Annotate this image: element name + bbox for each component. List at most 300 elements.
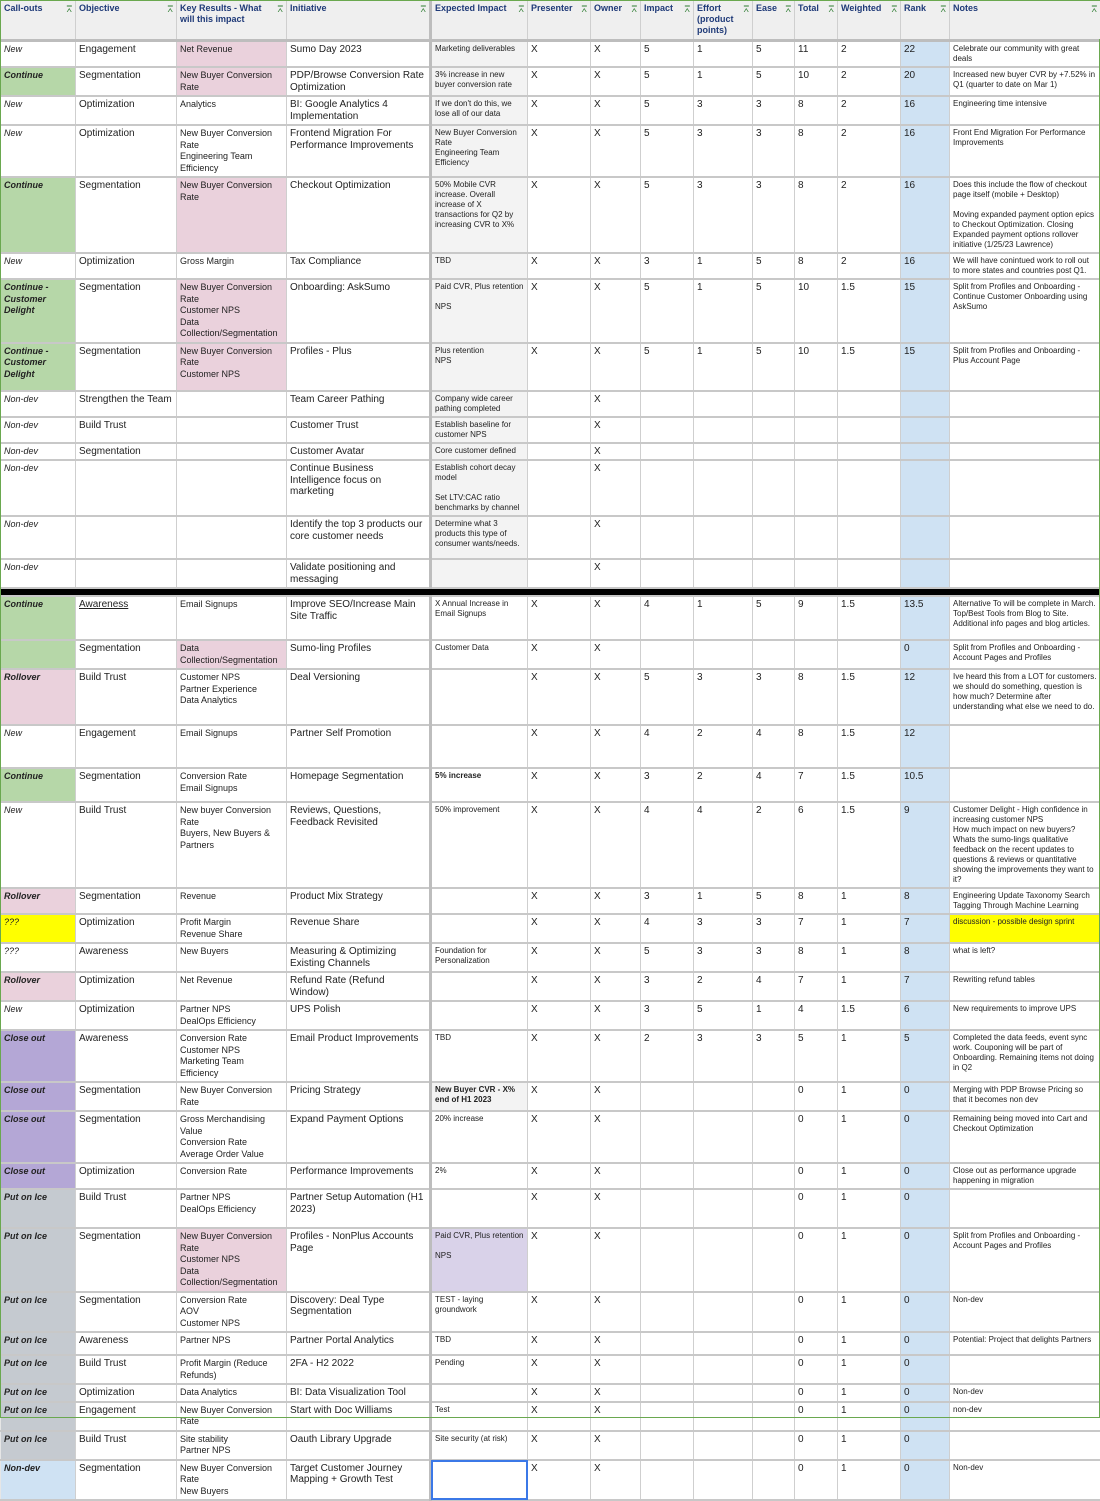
cell-ease[interactable]: 5 — [753, 596, 795, 640]
cell-objective[interactable]: Optimization — [76, 1001, 177, 1030]
cell-impact[interactable]: 4 — [641, 596, 694, 640]
cell-effort[interactable]: 3 — [694, 943, 753, 972]
cell-objective[interactable] — [76, 516, 177, 559]
cell-rank[interactable]: 7 — [901, 972, 950, 1001]
cell-weighted[interactable]: 1.5 — [838, 725, 901, 768]
cell-effort[interactable]: 3 — [694, 96, 753, 125]
cell-expected-impact[interactable]: 3% increase in new buyer conversion rate — [431, 67, 528, 96]
column-header-notes[interactable] — [950, 1, 1100, 41]
cell-presenter[interactable]: X — [528, 1001, 591, 1030]
column-header-objective[interactable] — [76, 1, 177, 41]
cell-notes[interactable]: Completed the data feeds, event sync work. Couponing will be part of Onboarding. Remaining items not doing in Q2 — [950, 1030, 1100, 1082]
cell-presenter[interactable] — [528, 443, 591, 461]
cell-initiative[interactable]: Email Product Improvements — [287, 1030, 431, 1082]
cell-notes[interactable]: Celebrate our community with great deals — [950, 41, 1100, 68]
cell-key-results[interactable]: New buyer Conversion Rate Buyers, New Buyers & Partners — [177, 802, 287, 888]
cell-total[interactable]: 10 — [795, 279, 838, 343]
cell-ease[interactable] — [753, 640, 795, 669]
cell-notes[interactable]: Split from Profiles and Onboarding - Account Pages and Profiles — [950, 1228, 1100, 1292]
cell-owner[interactable]: X — [591, 41, 641, 68]
cell-total[interactable]: 0 — [795, 1111, 838, 1163]
cell-total[interactable]: 0 — [795, 1163, 838, 1189]
cell-initiative[interactable]: Validate positioning and messaging — [287, 559, 431, 588]
cell-rank[interactable]: 0 — [901, 1402, 950, 1431]
cell-rank[interactable]: 13.5 — [901, 596, 950, 640]
cell-objective[interactable]: Optimization — [76, 96, 177, 125]
cell-owner[interactable]: X — [591, 67, 641, 96]
cell-weighted[interactable] — [838, 559, 901, 588]
cell-objective[interactable]: Optimization — [76, 1384, 177, 1402]
cell-expected-impact[interactable]: Paid CVR, Plus retention NPS — [431, 279, 528, 343]
cell-rank[interactable]: 10.5 — [901, 768, 950, 802]
cell-objective[interactable]: Engagement — [76, 41, 177, 68]
cell-expected-impact[interactable] — [431, 559, 528, 588]
cell-expected-impact[interactable] — [431, 725, 528, 768]
cell-key-results[interactable]: Gross Merchandising Value Conversion Rate Average Order Value — [177, 1111, 287, 1163]
cell-rank[interactable]: 15 — [901, 279, 950, 343]
cell-expected-impact[interactable] — [431, 1460, 528, 1501]
cell-presenter[interactable]: X — [528, 640, 591, 669]
cell-ease[interactable]: 5 — [753, 253, 795, 279]
cell-total[interactable] — [795, 640, 838, 669]
cell-total[interactable]: 7 — [795, 768, 838, 802]
cell-weighted[interactable]: 2 — [838, 96, 901, 125]
cell-key-results[interactable]: Email Signups — [177, 596, 287, 640]
cell-expected-impact[interactable]: Paid CVR, Plus retention NPS — [431, 1228, 528, 1292]
cell-notes[interactable]: Rewriting refund tables — [950, 972, 1100, 1001]
cell-presenter[interactable]: X — [528, 888, 591, 914]
cell-rank[interactable]: 0 — [901, 1292, 950, 1333]
cell-presenter[interactable]: X — [528, 67, 591, 96]
cell-ease[interactable] — [753, 1111, 795, 1163]
cell-impact[interactable]: 5 — [641, 96, 694, 125]
cell-expected-impact[interactable] — [431, 914, 528, 943]
cell-initiative[interactable]: Discovery: Deal Type Segmentation — [287, 1292, 431, 1333]
cell-total[interactable] — [795, 559, 838, 588]
cell-initiative[interactable]: Team Career Pathing — [287, 391, 431, 417]
cell-total[interactable] — [795, 516, 838, 559]
cell-effort[interactable] — [694, 1355, 753, 1384]
cell-weighted[interactable]: 1 — [838, 1189, 901, 1228]
cell-ease[interactable]: 4 — [753, 768, 795, 802]
cell-impact[interactable] — [641, 443, 694, 461]
cell-presenter[interactable] — [528, 559, 591, 588]
cell-effort[interactable] — [694, 1082, 753, 1111]
cell-impact[interactable] — [641, 391, 694, 417]
cell-objective[interactable]: Engagement — [76, 725, 177, 768]
cell-impact[interactable]: 4 — [641, 802, 694, 888]
cell-presenter[interactable]: X — [528, 943, 591, 972]
cell-initiative[interactable]: Customer Avatar — [287, 443, 431, 461]
cell-objective[interactable]: Awareness — [76, 1332, 177, 1355]
filter-icon[interactable]: ⩞ — [519, 4, 524, 15]
cell-ease[interactable] — [753, 516, 795, 559]
cell-total[interactable] — [795, 460, 838, 516]
cell-callouts[interactable]: New — [1, 253, 76, 279]
filter-icon[interactable]: ⩞ — [168, 4, 173, 15]
cell-effort[interactable] — [694, 516, 753, 559]
cell-callouts[interactable]: Put on Ice — [1, 1355, 76, 1384]
cell-rank[interactable]: 0 — [901, 1228, 950, 1292]
cell-ease[interactable] — [753, 1163, 795, 1189]
cell-weighted[interactable]: 2 — [838, 41, 901, 68]
cell-key-results[interactable]: New Buyer Conversion Rate Customer NPS — [177, 343, 287, 391]
cell-callouts[interactable]: Non-dev — [1, 1460, 76, 1501]
cell-notes[interactable]: New requirements to improve UPS — [950, 1001, 1100, 1030]
cell-impact[interactable] — [641, 1111, 694, 1163]
column-header-rank[interactable] — [901, 1, 950, 41]
cell-objective[interactable]: Optimization — [76, 125, 177, 177]
cell-impact[interactable] — [641, 1189, 694, 1228]
cell-owner[interactable]: X — [591, 1189, 641, 1228]
cell-expected-impact[interactable]: Marketing deliverables — [431, 41, 528, 68]
cell-ease[interactable] — [753, 443, 795, 461]
cell-notes[interactable]: Merging with PDP Browse Pricing so that it becomes non dev — [950, 1082, 1100, 1111]
cell-callouts[interactable]: New — [1, 125, 76, 177]
cell-objective[interactable]: Segmentation — [76, 67, 177, 96]
cell-weighted[interactable] — [838, 443, 901, 461]
cell-owner[interactable]: X — [591, 125, 641, 177]
cell-notes[interactable] — [950, 460, 1100, 516]
cell-key-results[interactable]: Partner NPS DealOps Efficiency — [177, 1189, 287, 1228]
cell-total[interactable] — [795, 417, 838, 443]
cell-impact[interactable]: 3 — [641, 253, 694, 279]
cell-owner[interactable]: X — [591, 417, 641, 443]
cell-key-results[interactable]: Data Collection/Segmentation — [177, 640, 287, 669]
cell-total[interactable]: 0 — [795, 1332, 838, 1355]
column-header-impact[interactable] — [641, 1, 694, 41]
cell-total[interactable]: 7 — [795, 914, 838, 943]
cell-impact[interactable] — [641, 1355, 694, 1384]
cell-effort[interactable]: 3 — [694, 125, 753, 177]
cell-effort[interactable]: 1 — [694, 279, 753, 343]
cell-notes[interactable]: Engineering Update Taxonomy Search Tagging Through Machine Learning — [950, 888, 1100, 914]
filter-icon[interactable]: ⩞ — [744, 4, 749, 15]
cell-key-results[interactable] — [177, 443, 287, 461]
cell-total[interactable]: 10 — [795, 343, 838, 391]
cell-key-results[interactable]: Net Revenue — [177, 972, 287, 1001]
cell-weighted[interactable]: 1 — [838, 1431, 901, 1460]
cell-initiative[interactable]: Profiles - Plus — [287, 343, 431, 391]
cell-initiative[interactable]: Onboarding: AskSumo — [287, 279, 431, 343]
cell-total[interactable]: 8 — [795, 943, 838, 972]
cell-rank[interactable]: 0 — [901, 1460, 950, 1501]
cell-impact[interactable] — [641, 1431, 694, 1460]
cell-owner[interactable]: X — [591, 1332, 641, 1355]
cell-key-results[interactable] — [177, 460, 287, 516]
cell-notes[interactable]: Split from Profiles and Onboarding - Plus Account Page — [950, 343, 1100, 391]
cell-initiative[interactable]: Revenue Share — [287, 914, 431, 943]
cell-objective[interactable]: Segmentation — [76, 279, 177, 343]
cell-expected-impact[interactable]: X Annual Increase in Email Signups — [431, 596, 528, 640]
cell-impact[interactable]: 4 — [641, 725, 694, 768]
cell-notes[interactable]: Split from Profiles and Onboarding - Continue Customer Onboarding using AskSumo — [950, 279, 1100, 343]
cell-total[interactable]: 8 — [795, 125, 838, 177]
cell-effort[interactable]: 5 — [694, 1001, 753, 1030]
cell-impact[interactable] — [641, 1082, 694, 1111]
cell-impact[interactable] — [641, 1402, 694, 1431]
cell-presenter[interactable]: X — [528, 802, 591, 888]
cell-rank[interactable]: 0 — [901, 1163, 950, 1189]
cell-presenter[interactable]: X — [528, 1292, 591, 1333]
cell-initiative[interactable]: Profiles - NonPlus Accounts Page — [287, 1228, 431, 1292]
cell-ease[interactable] — [753, 1082, 795, 1111]
cell-callouts[interactable]: Continue - Customer Delight — [1, 279, 76, 343]
cell-total[interactable]: 8 — [795, 888, 838, 914]
cell-owner[interactable]: X — [591, 343, 641, 391]
cell-presenter[interactable]: X — [528, 1332, 591, 1355]
cell-weighted[interactable]: 1 — [838, 972, 901, 1001]
cell-ease[interactable] — [753, 391, 795, 417]
cell-objective[interactable]: Engagement — [76, 1402, 177, 1431]
cell-ease[interactable]: 2 — [753, 802, 795, 888]
cell-key-results[interactable]: Analytics — [177, 96, 287, 125]
cell-rank[interactable]: 16 — [901, 125, 950, 177]
column-header-weighted[interactable] — [838, 1, 901, 41]
cell-initiative[interactable]: Partner Setup Automation (H1 2023) — [287, 1189, 431, 1228]
cell-weighted[interactable]: 1.5 — [838, 343, 901, 391]
cell-expected-impact[interactable]: TBD — [431, 1332, 528, 1355]
cell-impact[interactable] — [641, 1460, 694, 1501]
cell-expected-impact[interactable]: New Buyer Conversion Rate Engineering Team Efficiency — [431, 125, 528, 177]
cell-presenter[interactable] — [528, 417, 591, 443]
cell-owner[interactable]: X — [591, 559, 641, 588]
cell-impact[interactable] — [641, 417, 694, 443]
cell-notes[interactable]: Does this include the flow of checkout page itself (mobile + Desktop) Moving expanded payment option epics to Checkout Optimization. Closing Expanded payment options rollover initiative (1/25/23 Lawrence) — [950, 177, 1100, 253]
cell-total[interactable]: 4 — [795, 1001, 838, 1030]
cell-impact[interactable]: 5 — [641, 343, 694, 391]
cell-objective[interactable]: Segmentation — [76, 1082, 177, 1111]
cell-impact[interactable]: 5 — [641, 279, 694, 343]
cell-callouts[interactable]: Put on Ice — [1, 1402, 76, 1431]
cell-initiative[interactable]: 2FA - H2 2022 — [287, 1355, 431, 1384]
cell-expected-impact[interactable]: Core customer defined — [431, 443, 528, 461]
cell-effort[interactable] — [694, 1460, 753, 1501]
cell-total[interactable]: 0 — [795, 1431, 838, 1460]
cell-presenter[interactable]: X — [528, 1163, 591, 1189]
cell-callouts[interactable] — [1, 640, 76, 669]
column-header-initiative[interactable] — [287, 1, 431, 41]
cell-weighted[interactable]: 1.5 — [838, 802, 901, 888]
cell-owner[interactable]: X — [591, 1292, 641, 1333]
cell-presenter[interactable]: X — [528, 343, 591, 391]
cell-key-results[interactable]: New Buyer Conversion Rate — [177, 1082, 287, 1111]
cell-expected-impact[interactable]: 5% increase — [431, 768, 528, 802]
cell-ease[interactable]: 1 — [753, 1001, 795, 1030]
cell-effort[interactable]: 1 — [694, 253, 753, 279]
cell-ease[interactable] — [753, 1431, 795, 1460]
cell-expected-impact[interactable]: 50% Mobile CVR increase. Overall increase of X transactions for Q2 by increasing CVR to X% — [431, 177, 528, 253]
cell-objective[interactable]: Segmentation — [76, 443, 177, 461]
column-header-key-results[interactable] — [177, 1, 287, 41]
cell-weighted[interactable] — [838, 516, 901, 559]
cell-callouts[interactable]: Put on Ice — [1, 1292, 76, 1333]
cell-initiative[interactable]: BI: Google Analytics 4 Implementation — [287, 96, 431, 125]
cell-impact[interactable] — [641, 1163, 694, 1189]
cell-notes[interactable]: Non-dev — [950, 1460, 1100, 1501]
cell-presenter[interactable]: X — [528, 972, 591, 1001]
cell-weighted[interactable]: 1.5 — [838, 669, 901, 725]
cell-effort[interactable] — [694, 460, 753, 516]
cell-notes[interactable]: Ive heard this from a LOT for customers. we should do something, question is how much? Determine after understanding what else we need to do. — [950, 669, 1100, 725]
cell-objective[interactable]: Build Trust — [76, 1355, 177, 1384]
cell-expected-impact[interactable] — [431, 888, 528, 914]
cell-callouts[interactable]: New — [1, 41, 76, 68]
cell-total[interactable]: 9 — [795, 596, 838, 640]
cell-owner[interactable]: X — [591, 253, 641, 279]
cell-impact[interactable]: 5 — [641, 943, 694, 972]
cell-key-results[interactable]: Partner NPS — [177, 1332, 287, 1355]
cell-key-results[interactable]: New Buyer Conversion Rate Engineering Team Efficiency — [177, 125, 287, 177]
cell-ease[interactable] — [753, 1332, 795, 1355]
cell-initiative[interactable]: PDP/Browse Conversion Rate Optimization — [287, 67, 431, 96]
cell-notes[interactable]: Engineering time intensive — [950, 96, 1100, 125]
cell-key-results[interactable]: Site stability Partner NPS — [177, 1431, 287, 1460]
cell-presenter[interactable]: X — [528, 1402, 591, 1431]
cell-presenter[interactable]: X — [528, 1460, 591, 1501]
cell-impact[interactable]: 5 — [641, 177, 694, 253]
cell-expected-impact[interactable]: Establish baseline for customer NPS — [431, 417, 528, 443]
cell-weighted[interactable]: 1 — [838, 1384, 901, 1402]
cell-key-results[interactable]: New Buyer Conversion Rate New Buyers — [177, 1460, 287, 1501]
cell-callouts[interactable]: Non-dev — [1, 559, 76, 588]
cell-rank[interactable] — [901, 460, 950, 516]
cell-effort[interactable] — [694, 559, 753, 588]
cell-expected-impact[interactable]: If we don't do this, we lose all of our data — [431, 96, 528, 125]
cell-effort[interactable] — [694, 1292, 753, 1333]
cell-expected-impact[interactable]: TBD — [431, 1030, 528, 1082]
cell-expected-impact[interactable]: New Buyer CVR - X% end of H1 2023 — [431, 1082, 528, 1111]
cell-total[interactable]: 0 — [795, 1292, 838, 1333]
cell-notes[interactable]: Customer Delight - High confidence in increasing customer NPS How much impact on new buyers? Whats the sumo-lings qualitative feedback on the recent updates to questions & reviews or quantitative showing the improvements they want to it? — [950, 802, 1100, 888]
cell-objective[interactable]: Build Trust — [76, 1189, 177, 1228]
cell-weighted[interactable]: 1 — [838, 943, 901, 972]
cell-owner[interactable]: X — [591, 1030, 641, 1082]
cell-rank[interactable]: 0 — [901, 1431, 950, 1460]
cell-objective[interactable]: Segmentation — [76, 177, 177, 253]
cell-callouts[interactable]: Put on Ice — [1, 1189, 76, 1228]
cell-effort[interactable]: 1 — [694, 343, 753, 391]
cell-impact[interactable] — [641, 1332, 694, 1355]
cell-key-results[interactable]: Conversion Rate — [177, 1163, 287, 1189]
cell-rank[interactable]: 0 — [901, 1355, 950, 1384]
cell-total[interactable]: 8 — [795, 253, 838, 279]
cell-key-results[interactable]: Profit Margin Revenue Share — [177, 914, 287, 943]
cell-initiative[interactable]: Measuring & Optimizing Existing Channels — [287, 943, 431, 972]
filter-icon[interactable]: ⩞ — [685, 4, 690, 15]
cell-total[interactable]: 11 — [795, 41, 838, 68]
cell-rank[interactable]: 7 — [901, 914, 950, 943]
cell-initiative[interactable]: Partner Portal Analytics — [287, 1332, 431, 1355]
cell-rank[interactable]: 12 — [901, 669, 950, 725]
cell-weighted[interactable]: 1 — [838, 1082, 901, 1111]
cell-effort[interactable]: 1 — [694, 888, 753, 914]
cell-total[interactable]: 8 — [795, 725, 838, 768]
cell-owner[interactable]: X — [591, 1001, 641, 1030]
cell-owner[interactable]: X — [591, 972, 641, 1001]
cell-objective[interactable]: Build Trust — [76, 1431, 177, 1460]
cell-rank[interactable]: 0 — [901, 640, 950, 669]
cell-objective[interactable]: Optimization — [76, 914, 177, 943]
cell-weighted[interactable]: 2 — [838, 177, 901, 253]
cell-callouts[interactable]: Close out — [1, 1163, 76, 1189]
cell-ease[interactable] — [753, 460, 795, 516]
cell-ease[interactable] — [753, 1384, 795, 1402]
cell-notes[interactable]: discussion - possible design sprint — [950, 914, 1100, 943]
cell-notes[interactable]: Remaining being moved into Cart and Checkout Optimization — [950, 1111, 1100, 1163]
cell-impact[interactable]: 3 — [641, 1001, 694, 1030]
cell-callouts[interactable]: Rollover — [1, 972, 76, 1001]
cell-presenter[interactable] — [528, 391, 591, 417]
cell-objective[interactable]: Strengthen the Team — [76, 391, 177, 417]
cell-initiative[interactable]: Refund Rate (Refund Window) — [287, 972, 431, 1001]
cell-total[interactable]: 7 — [795, 972, 838, 1001]
column-header-expected-impact[interactable] — [431, 1, 528, 41]
cell-rank[interactable]: 0 — [901, 1189, 950, 1228]
cell-notes[interactable]: Alternative To will be complete in March. Top/Best Tools from Blog to Site. Additional info pages and blog articles. — [950, 596, 1100, 640]
cell-ease[interactable]: 4 — [753, 725, 795, 768]
cell-rank[interactable] — [901, 391, 950, 417]
cell-ease[interactable] — [753, 1402, 795, 1431]
cell-weighted[interactable]: 1 — [838, 1111, 901, 1163]
cell-objective[interactable]: Awareness — [76, 596, 177, 640]
cell-impact[interactable]: 3 — [641, 768, 694, 802]
cell-rank[interactable]: 16 — [901, 177, 950, 253]
cell-impact[interactable] — [641, 1228, 694, 1292]
cell-effort[interactable] — [694, 443, 753, 461]
cell-owner[interactable]: X — [591, 516, 641, 559]
cell-objective[interactable]: Segmentation — [76, 888, 177, 914]
cell-key-results[interactable]: Profit Margin (Reduce Refunds) — [177, 1355, 287, 1384]
cell-objective[interactable] — [76, 559, 177, 588]
cell-callouts[interactable]: Non-dev — [1, 443, 76, 461]
cell-callouts[interactable]: Rollover — [1, 888, 76, 914]
cell-total[interactable] — [795, 391, 838, 417]
cell-owner[interactable]: X — [591, 802, 641, 888]
cell-callouts[interactable]: ??? — [1, 914, 76, 943]
cell-callouts[interactable]: Continue - Customer Delight — [1, 343, 76, 391]
cell-presenter[interactable]: X — [528, 41, 591, 68]
cell-ease[interactable]: 3 — [753, 96, 795, 125]
cell-initiative[interactable]: BI: Data Visualization Tool — [287, 1384, 431, 1402]
filter-icon[interactable]: ⩞ — [582, 4, 587, 15]
cell-callouts[interactable]: Close out — [1, 1030, 76, 1082]
cell-effort[interactable] — [694, 1163, 753, 1189]
cell-presenter[interactable]: X — [528, 96, 591, 125]
cell-key-results[interactable] — [177, 516, 287, 559]
cell-ease[interactable]: 4 — [753, 972, 795, 1001]
column-header-ease[interactable] — [753, 1, 795, 41]
cell-owner[interactable]: X — [591, 640, 641, 669]
cell-callouts[interactable]: Non-dev — [1, 391, 76, 417]
cell-key-results[interactable]: New Buyer Conversion Rate Customer NPS Data Collection/Segmentation — [177, 279, 287, 343]
filter-icon[interactable]: ⩞ — [278, 4, 283, 15]
column-header-presenter[interactable] — [528, 1, 591, 41]
cell-rank[interactable]: 0 — [901, 1384, 950, 1402]
cell-total[interactable]: 0 — [795, 1355, 838, 1384]
cell-owner[interactable]: X — [591, 1402, 641, 1431]
cell-objective[interactable]: Segmentation — [76, 1111, 177, 1163]
cell-ease[interactable] — [753, 1292, 795, 1333]
cell-initiative[interactable]: Pricing Strategy — [287, 1082, 431, 1111]
cell-objective[interactable]: Awareness — [76, 943, 177, 972]
cell-weighted[interactable]: 1 — [838, 1030, 901, 1082]
cell-impact[interactable]: 5 — [641, 669, 694, 725]
cell-presenter[interactable]: X — [528, 596, 591, 640]
cell-weighted[interactable]: 1.5 — [838, 596, 901, 640]
cell-objective[interactable]: Segmentation — [76, 1460, 177, 1501]
cell-effort[interactable] — [694, 1111, 753, 1163]
